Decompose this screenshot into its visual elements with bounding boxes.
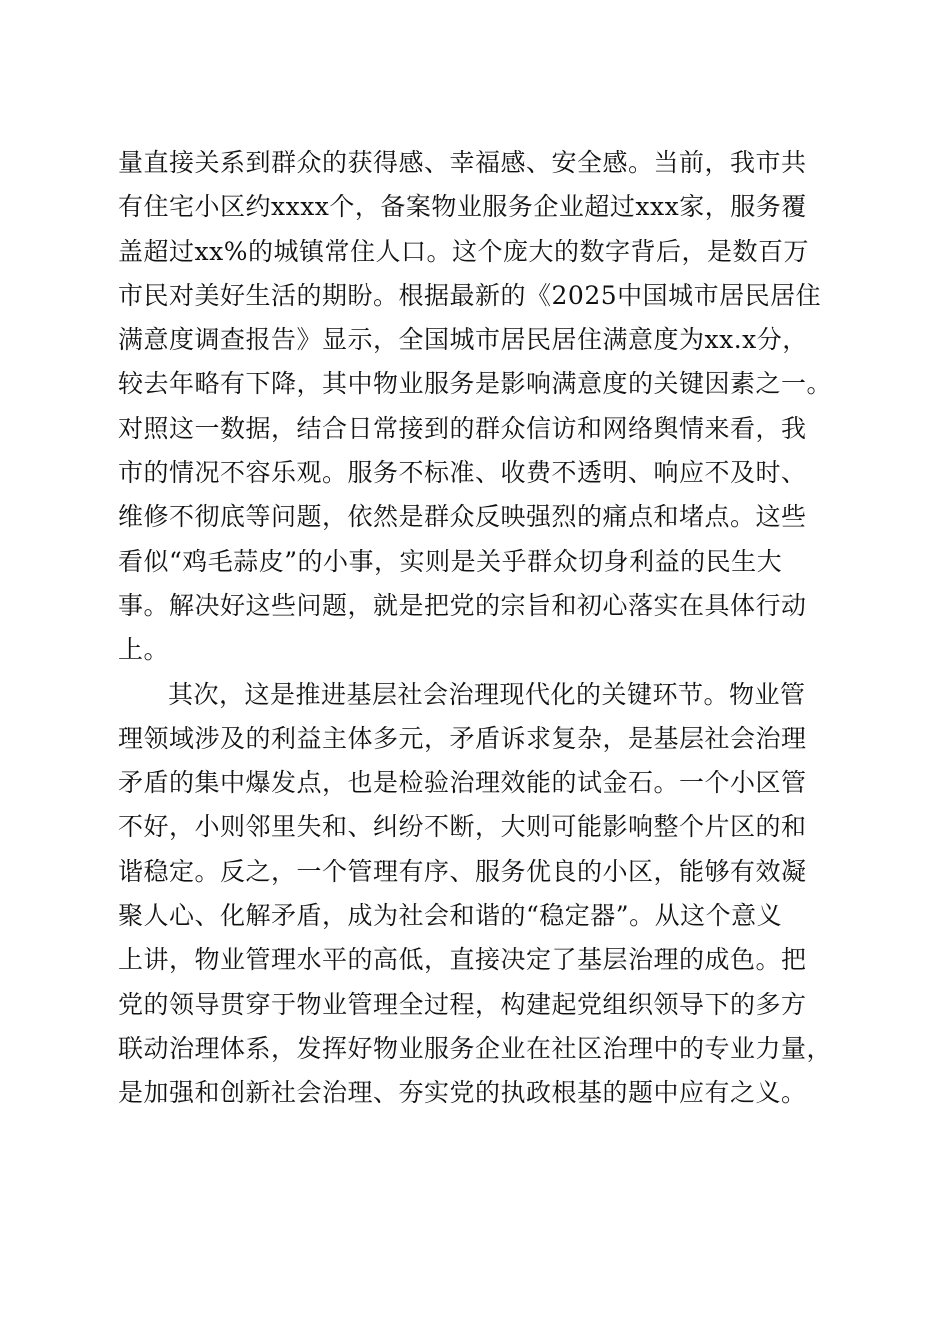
paragraph-line: 维修不彻底等问题，依然是群众反映强烈的痛点和堵点。这些 [118,502,807,532]
paragraph-line: 聚人心、化解矛盾，成为社会和谐的“稳定器”。从这个意义 [118,901,783,931]
paragraph-line: 对照这一数据，结合日常接到的群众信访和网络舆情来看，我 [118,413,807,443]
paragraph-line: 较去年略有下降，其中物业服务是影响满意度的关键因素之一。 [118,369,833,399]
paragraph-line: 理领域涉及的利益主体多元，矛盾诉求复杂，是基层社会治理 [118,723,807,753]
paragraph-line: 上。 [118,635,170,665]
paragraph-line: 量直接关系到群众的获得感、幸福感、安全感。当前，我市共 [118,148,807,177]
paragraph-line: 矛盾的集中爆发点，也是检验治理效能的试金石。一个小区管 [118,768,807,798]
document-body [118,141,838,1116]
paragraph-line: 市的情况不容乐观。服务不标准、收费不透明、响应不及时、 [118,458,807,488]
paragraph-line: 不好，小则邻里失和、纠纷不断，大则可能影响整个片区的和 [118,812,807,842]
paragraph-line: 市民对美好生活的期盼。根据最新的《2025中国城市居民居住 [118,280,822,310]
paragraph-line: 是加强和创新社会治理、夯实党的执政根基的题中应有之义。 [118,1078,807,1108]
paragraph-line: 联动治理体系，发挥好物业服务企业在社区治理中的专业力量， [118,1033,833,1063]
paragraph-line: 看似“鸡毛蒜皮”的小事，实则是关乎群众切身利益的民生大 [118,546,783,576]
paragraph-line: 有住宅小区约xxxx个，备案物业服务企业超过xxx家，服务覆 [118,192,807,222]
paragraph-line: 谐稳定。反之，一个管理有序、服务优良的小区，能够有效凝 [118,856,807,886]
paragraph-1 [118,141,838,673]
paragraph-line: 党的领导贯穿于物业管理全过程，构建起党组织领导下的多方 [118,989,807,1019]
paragraph-line: 事。解决好这些问题，就是把党的宗旨和初心落实在具体行动 [118,590,807,620]
paragraph-line: 其次，这是推进基层社会治理现代化的关键环节。物业管 [168,679,806,709]
paragraph-2 [118,673,838,1116]
paragraph-line: 上讲，物业管理水平的高低，直接决定了基层治理的成色。把 [118,945,807,975]
paragraph-line: 盖超过xx%的城镇常住人口。这个庞大的数字背后，是数百万 [118,236,809,266]
paragraph-line: 满意度调查报告》显示，全国城市居民居住满意度为xx.x分， [118,325,808,355]
